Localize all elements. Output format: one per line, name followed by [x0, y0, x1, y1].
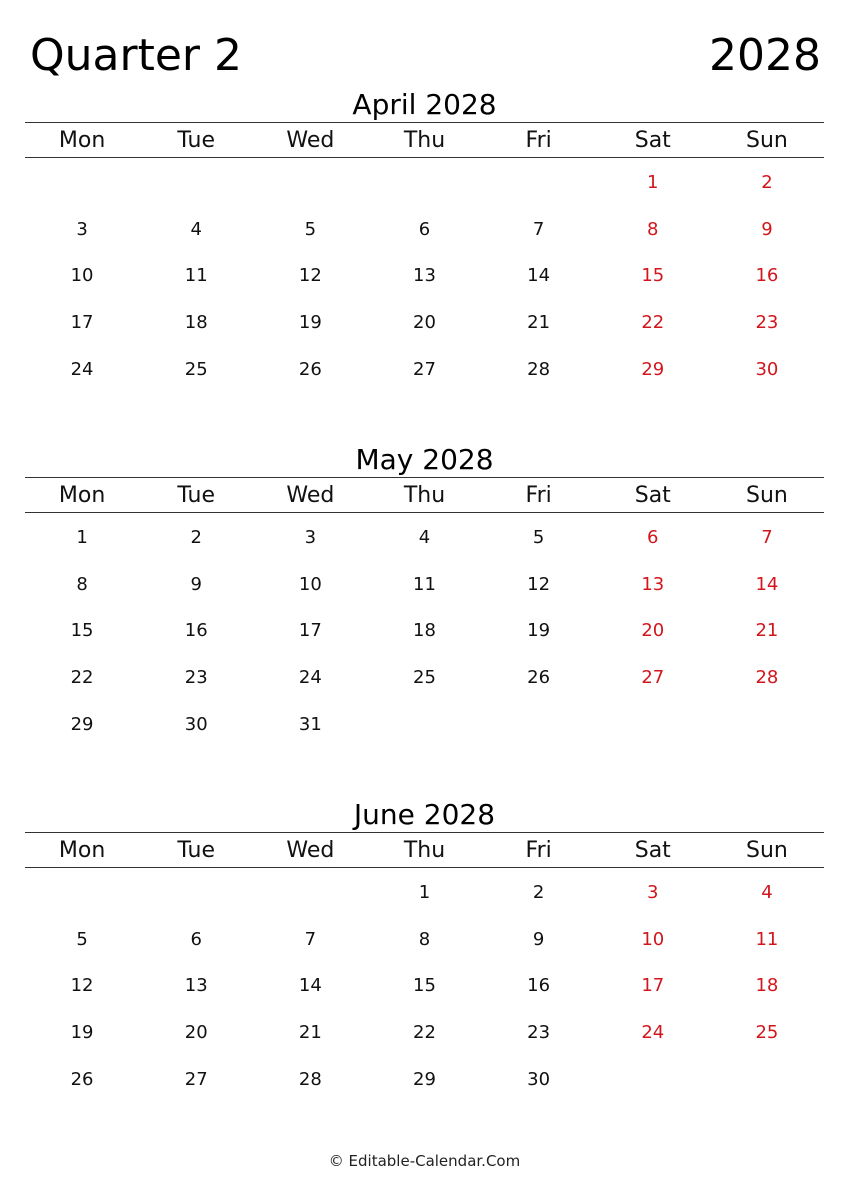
day-cell: 18 — [755, 975, 779, 997]
day-cell: 19 — [70, 1022, 94, 1044]
day-cell: 30 — [755, 359, 779, 381]
day-cell: 6 — [418, 218, 431, 240]
day-cell: 7 — [532, 218, 545, 240]
day-cell: 19 — [298, 312, 322, 334]
day-cell: 6 — [647, 526, 659, 548]
weekday-label: Thu — [403, 482, 446, 508]
weekday-label: Wed — [286, 127, 335, 153]
week-row — [25, 345, 824, 392]
day-cell: 27 — [184, 1069, 208, 1091]
day-cell: 31 — [298, 714, 322, 736]
day-cell: 30 — [527, 1069, 551, 1091]
day-cell: 4 — [418, 526, 431, 548]
footer-copyright: © Editable-Calendar.Com — [328, 1152, 521, 1170]
day-cell: 18 — [184, 312, 208, 334]
day-cell: 24 — [641, 1022, 665, 1044]
empty-day-cell — [367, 180, 481, 182]
year-label: 2028 — [709, 30, 821, 81]
day-cell: 4 — [190, 218, 202, 240]
day-cell: 25 — [755, 1022, 779, 1044]
day-cell: 10 — [70, 265, 94, 287]
day-cell: 11 — [755, 928, 779, 950]
day-grid — [25, 868, 824, 1102]
day-cell: 25 — [184, 359, 208, 381]
weekday-label: Mon — [58, 127, 106, 153]
weekday-label: Tue — [177, 837, 215, 863]
day-cell: 1 — [418, 881, 431, 903]
day-cell: 1 — [76, 526, 88, 548]
week-row — [25, 298, 824, 345]
day-cell: 12 — [70, 975, 94, 997]
day-cell: 14 — [527, 265, 551, 287]
weekday-header-row — [25, 832, 824, 868]
day-cell: 13 — [413, 265, 436, 287]
day-cell: 26 — [298, 359, 322, 381]
weekday-label: Tue — [177, 127, 215, 153]
day-cell: 22 — [413, 1022, 436, 1044]
week-row — [25, 560, 824, 607]
day-cell: 15 — [413, 975, 436, 997]
empty-day-cell — [367, 723, 481, 725]
weekday-label: Fri — [525, 482, 552, 508]
day-cell: 23 — [527, 1022, 551, 1044]
empty-day-cell — [139, 180, 253, 182]
empty-day-cell — [253, 890, 367, 892]
empty-day-cell — [596, 723, 710, 725]
day-cell: 28 — [527, 359, 551, 381]
empty-day-cell — [482, 723, 596, 725]
empty-day-cell — [482, 180, 596, 182]
day-cell: 12 — [298, 265, 322, 287]
day-cell: 21 — [527, 312, 551, 334]
day-cell: 16 — [755, 265, 779, 287]
day-cell: 7 — [761, 526, 773, 548]
day-cell: 15 — [70, 620, 94, 642]
day-cell: 5 — [76, 928, 88, 950]
day-cell: 10 — [298, 573, 322, 595]
empty-day-cell — [596, 1078, 710, 1080]
weekday-label: Mon — [58, 482, 106, 508]
empty-day-cell — [25, 890, 139, 892]
day-cell: 9 — [761, 218, 773, 240]
weekday-label: Sun — [745, 482, 788, 508]
weekday-label: Wed — [286, 482, 335, 508]
day-cell: 27 — [413, 359, 436, 381]
day-cell: 16 — [184, 620, 208, 642]
day-cell: 6 — [190, 928, 202, 950]
day-cell: 13 — [184, 975, 208, 997]
weekday-label: Sat — [634, 127, 671, 153]
day-cell: 16 — [527, 975, 551, 997]
week-row — [25, 607, 824, 654]
day-cell: 14 — [298, 975, 322, 997]
month-block — [25, 88, 824, 392]
weekday-label: Sun — [745, 127, 788, 153]
day-cell: 3 — [76, 218, 88, 240]
month-title: June 2028 — [353, 798, 496, 831]
day-cell: 14 — [755, 573, 779, 595]
day-cell: 19 — [527, 620, 551, 642]
weekday-label: Mon — [58, 837, 106, 863]
day-cell: 7 — [304, 928, 317, 950]
day-cell: 29 — [641, 359, 665, 381]
day-cell: 28 — [755, 667, 779, 689]
day-cell: 20 — [413, 312, 436, 334]
week-row — [25, 653, 824, 700]
day-cell: 21 — [298, 1022, 322, 1044]
week-row — [25, 252, 824, 299]
day-grid — [25, 158, 824, 392]
week-row — [25, 868, 824, 915]
week-row — [25, 700, 824, 747]
week-row — [25, 915, 824, 962]
day-cell: 27 — [641, 667, 665, 689]
day-cell: 30 — [184, 714, 208, 736]
weekday-label: Sat — [634, 837, 671, 863]
day-cell: 1 — [647, 171, 659, 193]
month-block — [25, 798, 824, 1102]
day-cell: 4 — [761, 881, 773, 903]
day-cell: 18 — [413, 620, 436, 642]
weekday-label: Wed — [286, 837, 335, 863]
day-cell: 13 — [641, 573, 665, 595]
day-grid — [25, 513, 824, 747]
weekday-header-row — [25, 122, 824, 158]
weekday-label: Thu — [403, 127, 446, 153]
weekday-label: Sat — [634, 482, 671, 508]
day-cell: 26 — [70, 1069, 94, 1091]
day-cell: 24 — [70, 359, 94, 381]
day-cell: 8 — [647, 218, 659, 240]
day-cell: 15 — [641, 265, 665, 287]
day-cell: 2 — [532, 881, 545, 903]
empty-day-cell — [710, 1078, 824, 1080]
day-cell: 3 — [647, 881, 659, 903]
weekday-header-row — [25, 477, 824, 513]
week-row — [25, 205, 824, 252]
weekday-label: Thu — [403, 837, 446, 863]
day-cell: 9 — [532, 928, 545, 950]
empty-day-cell — [25, 180, 139, 182]
week-row — [25, 1008, 824, 1055]
day-cell: 11 — [413, 573, 436, 595]
day-cell: 23 — [755, 312, 779, 334]
day-cell: 17 — [641, 975, 665, 997]
day-cell: 5 — [532, 526, 545, 548]
day-cell: 28 — [298, 1069, 322, 1091]
day-cell: 3 — [304, 526, 317, 548]
day-cell: 20 — [641, 620, 665, 642]
day-cell: 11 — [184, 265, 208, 287]
weekday-label: Sun — [745, 837, 788, 863]
day-cell: 17 — [298, 620, 322, 642]
day-cell: 29 — [413, 1069, 436, 1091]
week-row — [25, 513, 824, 560]
day-cell: 29 — [70, 714, 94, 736]
day-cell: 25 — [413, 667, 436, 689]
empty-day-cell — [139, 890, 253, 892]
month-block — [25, 443, 824, 747]
day-cell: 12 — [527, 573, 551, 595]
day-cell: 2 — [761, 171, 773, 193]
empty-day-cell — [253, 180, 367, 182]
day-cell: 10 — [641, 928, 665, 950]
day-cell: 21 — [755, 620, 779, 642]
weekday-label: Fri — [525, 127, 552, 153]
day-cell: 26 — [527, 667, 551, 689]
weekday-label: Tue — [177, 482, 215, 508]
day-cell: 8 — [418, 928, 431, 950]
page-title: Quarter 2 — [30, 30, 242, 81]
day-cell: 8 — [76, 573, 88, 595]
weekday-label: Fri — [525, 837, 552, 863]
day-cell: 5 — [304, 218, 317, 240]
month-title: April 2028 — [352, 88, 497, 121]
day-cell: 2 — [190, 526, 202, 548]
day-cell: 24 — [298, 667, 322, 689]
day-cell: 22 — [70, 667, 94, 689]
day-cell: 22 — [641, 312, 665, 334]
day-cell: 17 — [70, 312, 94, 334]
week-row — [25, 962, 824, 1009]
month-title: May 2028 — [355, 443, 494, 476]
day-cell: 20 — [184, 1022, 208, 1044]
day-cell: 9 — [190, 573, 202, 595]
empty-day-cell — [710, 723, 824, 725]
day-cell: 23 — [184, 667, 208, 689]
week-row — [25, 1055, 824, 1102]
week-row — [25, 158, 824, 205]
